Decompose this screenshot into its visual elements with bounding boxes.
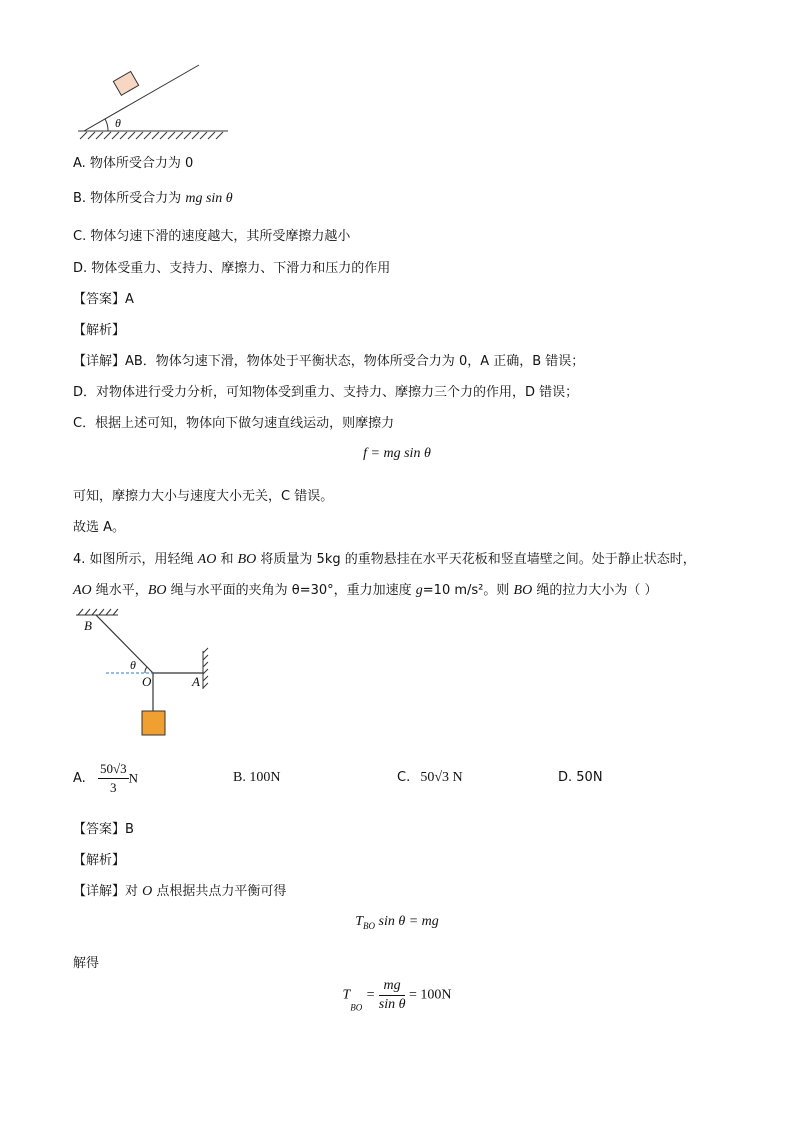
q4-stem-bo: BO (147, 583, 167, 598)
q4-option-a-denominator: 3 (110, 780, 117, 795)
label-o: O (142, 674, 152, 689)
q3-formula: f = mg sin θ (363, 446, 431, 461)
q4-stem-line-2 (73, 579, 657, 599)
eq2-t: T (342, 987, 351, 1003)
hanging-weight (142, 711, 165, 735)
q4-stem-text: 和 (216, 552, 238, 567)
q4-stem-text: 将质量为 5kg 的重物悬挂在水平天花板和竖直墙壁之间。处于静止状态时， (256, 552, 696, 567)
q4-stem-line-1 (73, 548, 696, 568)
q3-detail-3: C．根据上述可知，物体向下做匀速直线运动，则摩擦力 (73, 416, 395, 431)
q4-analysis: 【解析】 (73, 853, 126, 868)
eq1-rest: sin θ = mg (375, 914, 439, 929)
eq2-fraction (379, 978, 406, 1013)
option-c: C. 物体匀速下滑的速度越大，其所受摩擦力越小 (73, 229, 351, 244)
q4-stem-text: =10 m/s²。则 (422, 583, 514, 598)
ceiling-hatching (76, 609, 118, 615)
q3-answer: 【答案】A (73, 292, 134, 307)
q4-stem-g: g (415, 583, 423, 598)
q4-detail-o: O (142, 884, 153, 899)
q4-solve: 解得 (73, 956, 100, 971)
incline-figure (70, 60, 235, 145)
eq2-equals: = (365, 987, 376, 1003)
block (113, 71, 138, 95)
q3-choose: 故选 A。 (73, 520, 126, 535)
q4-detail-text: 点根据共点力平衡可得 (152, 884, 287, 899)
q4-stem-text: 4. 如图所示，用轻绳 (73, 552, 198, 567)
q4-equation-1 (0, 914, 794, 931)
q4-stem-bo: BO (513, 583, 533, 598)
wall-hatching (203, 648, 208, 689)
q4-option-a-label: A. (73, 771, 86, 786)
eq2-result: = 100N (408, 987, 452, 1003)
q4-stem-text: 绳与水平面的夹角为 θ=30°，重力加速度 (166, 583, 416, 598)
option-d: D. 物体受重力、支持力、摩擦力、下滑力和压力的作用 (73, 261, 391, 276)
option-b (73, 187, 233, 207)
q4-option-d: D. 50N (558, 770, 603, 785)
q4-option-b: B. 100N (233, 770, 281, 785)
label-b: B (84, 618, 92, 633)
q4-detail (73, 880, 286, 900)
q4-detail-text: 【详解】对 (73, 884, 143, 899)
q4-answer: 【答案】B (73, 822, 134, 837)
q4-stem-bo: BO (237, 552, 257, 567)
q4-stem-ao: AO (197, 552, 217, 567)
q4-stem-ao: AO (73, 583, 92, 598)
q4-option-c-value: 50√3 N (420, 770, 463, 785)
label-a: A (192, 674, 200, 689)
q3-detail-4: 可知，摩擦力大小与速度大小无关，C 错误。 (73, 489, 334, 504)
ground-hatching (78, 131, 228, 139)
q4-equation-2 (0, 978, 794, 1013)
eq2-sub: BO (350, 1002, 363, 1013)
q4-option-c-label: C. (397, 770, 411, 785)
eq1-t: T (355, 914, 363, 929)
angle-arc (105, 119, 108, 131)
incline-line (84, 65, 199, 131)
theta-label: θ (115, 116, 121, 130)
option-b-text: B. 物体所受合力为 (73, 191, 186, 206)
eq2-numerator: mg (379, 978, 406, 996)
q3-detail-1: 【详解】AB．物体匀速下滑，物体处于平衡状态，物体所受合力为 0，A 正确，B 错误； (73, 354, 585, 369)
q4-option-a-numerator: 50√3 (98, 761, 129, 779)
q4-option-c (397, 770, 463, 786)
q4-option-a-fraction (98, 761, 129, 796)
q3-analysis: 【解析】 (73, 323, 126, 338)
q3-detail-2: D．对物体进行受力分析，可知物体受到重力、支持力、摩擦力三个力的作用，D 错误； (73, 385, 579, 400)
q4-stem-text: 绳水平， (91, 583, 148, 598)
q4-option-a-unit: N (128, 770, 138, 786)
rope-bo (96, 615, 153, 673)
eq1-sub: BO (363, 920, 375, 931)
rope-figure (70, 605, 230, 745)
label-theta: θ (130, 658, 136, 672)
option-b-math: mg sin θ (185, 191, 233, 206)
q4-option-a (73, 761, 138, 796)
eq2-denominator: sin θ (378, 997, 406, 1012)
q4-stem-text: 绳的拉力大小为（ ） (532, 583, 658, 598)
theta-arc (145, 667, 147, 673)
option-a: A. 物体所受合力为 0 (73, 156, 194, 171)
